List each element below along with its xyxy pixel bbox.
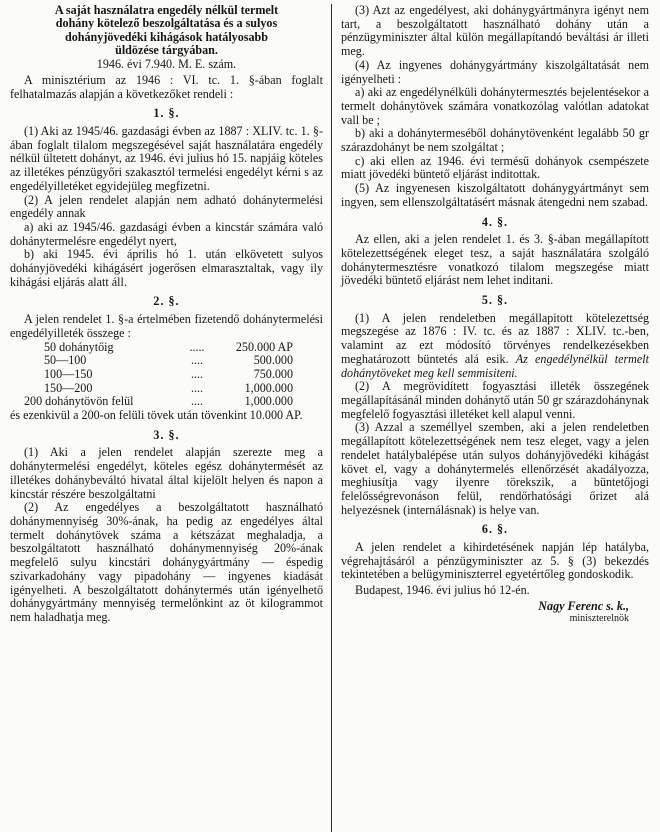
section-4-heading: 4. §. (481, 214, 509, 229)
date-line: Budapest, 1946. évi julius hó 12-én. (355, 583, 530, 598)
fee-amount: 250.000 AP (235, 339, 293, 354)
two-column-layout (10, 4, 652, 832)
section-3-point-b: b) aki a dohánytermeséből dohánytövenként legalább 50 gr szárazdohányt be nem szolgáltat ; (341, 126, 649, 155)
title-line-1: A saját használatra engedély nélkül termelt (54, 3, 279, 17)
preamble: A minisztérium az 1946 : VI. tc. 1. §-ában foglalt felhatalmazás alapján a következőket rendeli : (10, 72, 323, 101)
fee-table (10, 341, 323, 410)
fee-range: 200 dohánytövön felül (24, 394, 134, 409)
section-1-point-a: a) aki az 1945/46. gazdasági évben a kincstár számára való dohánytermelésre engedélyt nyert, (10, 219, 323, 248)
section-3-paragraph-3: (3) Azt az engedélyest, aki dohánygyártmányra igényt nem tart, a beszolgáltatott használható dohány után a pénzügyminiszter által külön megállapítandó beváltási ár illeti meg. (341, 3, 649, 59)
section-6-heading: 6. §. (481, 522, 509, 537)
section-4-paragraph-1: Az ellen, aki a jelen rendelet 1. és 3. §-ában megállapított kötelezettségének eleget tesz, a saját használatára szolgáló dohánytermesztésre vonatkozó tilalom megszegése miatt jövedéki büntető eljárást nem lehet inditani. (341, 232, 649, 288)
table-row (10, 341, 323, 355)
section-5-paragraph-1 (341, 312, 649, 381)
fee-dots: .... (190, 394, 204, 409)
section-1-paragraph-2: (2) A jelen rendelet alapján nem adható dohánytermelési engedély annak (10, 192, 323, 221)
section-3-paragraph-2: (2) Az engedélyes a beszolgáltatott használható dohánymennyiség 30%-ának, ha pedig az engedélyes által termelt dohánytövek száma a kétszázat meghaladja, a beszolgáltatott használható dohánymennyiség 20%-ának megfelelő sulyu kincstári dohánygyártmány — éspedig szivarkadohány vagy pipadohány — ingyenes kiadását igényelheti. A beszolgáltatott dohánytermés után igényelhető dohánygyártmány mennyiség termelőnkint az öt kilogrammot nem haladhatja meg. (10, 500, 323, 624)
section-3-paragraph-5: (5) Az ingyenesen kiszolgáltatott dohánygyártmányt sem ingyen, sem ellenszolgáltatásért másnak átengedni nem szabad. (341, 181, 649, 209)
table-row (10, 354, 323, 368)
section-5-paragraph-1-italic: Az engedélynélkül termelt dohánytöveket meg kell semmisiteni. (341, 351, 649, 380)
section-1-point-b: b) aki 1945. évi április hó 1. után elkövetett sulyos dohányjövedéki kihágásért jogerősen elmarasztaltak, vagy ily kihágási eljárás alatt áll. (10, 247, 323, 289)
fee-dots: .... (190, 380, 204, 395)
section-3-paragraph-1: (1) Aki a jelen rendelet alapján szerezte meg a dohánytermelési engedélyt, köteles egész dohánytermését az illetékes dohánybeváltó hivatal által kijelölt helyen és napon a kincstár részére beszolgáltatni (10, 445, 323, 501)
section-5-heading: 5. §. (481, 293, 509, 308)
section-6-paragraph-1: A jelen rendelet a kihirdetésének napján lép hatályba, végrehajtásáról a pénzügyminiszter az 5. § (3) bekezdés tekintetében a belügyminiszterrel egyetértőleg gondoskodik. (341, 540, 649, 582)
fee-range: 150—200 (44, 380, 93, 395)
signature: Nagy Ferenc s. k., (538, 598, 629, 613)
table-row (10, 368, 323, 382)
fee-amount: 500.000 (253, 353, 293, 368)
title-line-2: dohány kötelező beszolgáltatása és a sulyos (55, 16, 278, 31)
fee-dots: .... (190, 353, 204, 368)
title-line-4: üldözése tárgyában. (115, 42, 218, 57)
decree-reference: 1946. évi 7.940. M. E. szám. (96, 57, 237, 72)
signature-title: miniszterelnök (569, 612, 629, 624)
fee-amount: 750.000 (253, 366, 293, 381)
right-column (331, 4, 649, 832)
section-3-heading: 3. §. (153, 427, 180, 442)
fee-range: 50 dohánytőig (44, 339, 114, 354)
decree-title (10, 4, 323, 57)
section-2-intro: A jelen rendelet 1. §-a értelmében fizetendő dohánytermelési engedélyilleték összege : (10, 312, 323, 340)
title-line-3: dohányjövedéki kihágások hatályosabb (65, 29, 268, 44)
section-2-heading: 2. §. (153, 294, 180, 309)
fee-dots: ..... (189, 339, 205, 354)
table-row (10, 382, 323, 396)
fee-amount: 1,000.000 (244, 394, 293, 409)
fee-range: 100—150 (44, 366, 93, 381)
section-1-heading: 1. §. (153, 106, 180, 121)
section-1-paragraph-1: (1) Aki az 1945/46. gazdasági évben az 1887 : XLIV. tc. 1. §-ában foglalt tilalom megszegésével saját használatára engedély nélkül ültetett dohányt, az 1946. évi julius hó 15. napjáig köteles az illetékes pénzügyőri szakasztól termelési engedélyt kérni s az engedélyilletéket egyidejüleg megfizetni. (10, 124, 323, 193)
left-column (10, 4, 331, 832)
fee-amount: 1,000.000 (244, 380, 293, 395)
section-3-point-c: c) aki ellen az 1946. évi termésű dohányok csempészete miatt jövedéki büntető eljárást inditottak. (341, 153, 649, 182)
section-5-paragraph-1-text: (1) A jelen rendeletben megállapitott kötelezettség megszegése az 1876 : IV. tc. és az 1887 : XLIV. tc.-ben, valamint az ezt módosító törvényes rendelkezésekben meghatározott büntetés alá esik. (341, 310, 649, 366)
section-5-paragraph-2: (2) A megrövidített fogyasztási illeték összegének megállapításánál minden dohánytő után 50 gr szárazdohánynak megfelelő fogyasztási illetéket kell alapul venni. (341, 379, 649, 421)
section-5-paragraph-3: (3) Azzal a személlyel szemben, aki a jelen rendeletben megállapított kötelezettségének nem tesz eleget, vagy a jelen rendelet hatálybalépése után sulyos dohányjövedéki kihágást követ el, vagy a dohánytermelés ellenőrzését akadályozza, meghiusítja vagy ilyenre törekszik, a büntetőjogi felelősségrevonáson felül, rendőrhatósági őrizet alá helyezésnek (internálásnak) is helye van. (341, 420, 649, 517)
section-3-point-a: a) aki az engedélynélküli dohánytermesztés bejelentésekor a termelt dohánytövek számára vonatkozólag valótlan adatokat vall be ; (341, 85, 649, 127)
table-row (10, 395, 323, 409)
fee-range: 50—100 (44, 353, 87, 368)
section-2-outro: és ezenkivül a 200-on felüli tövek után tövenkint 10.000 AP. (10, 408, 303, 423)
section-3-paragraph-4: (4) Az ingyenes dohánygyártmány kiszolgáltatását nem igényelheti : (341, 57, 649, 86)
fee-dots: .... (190, 366, 204, 381)
